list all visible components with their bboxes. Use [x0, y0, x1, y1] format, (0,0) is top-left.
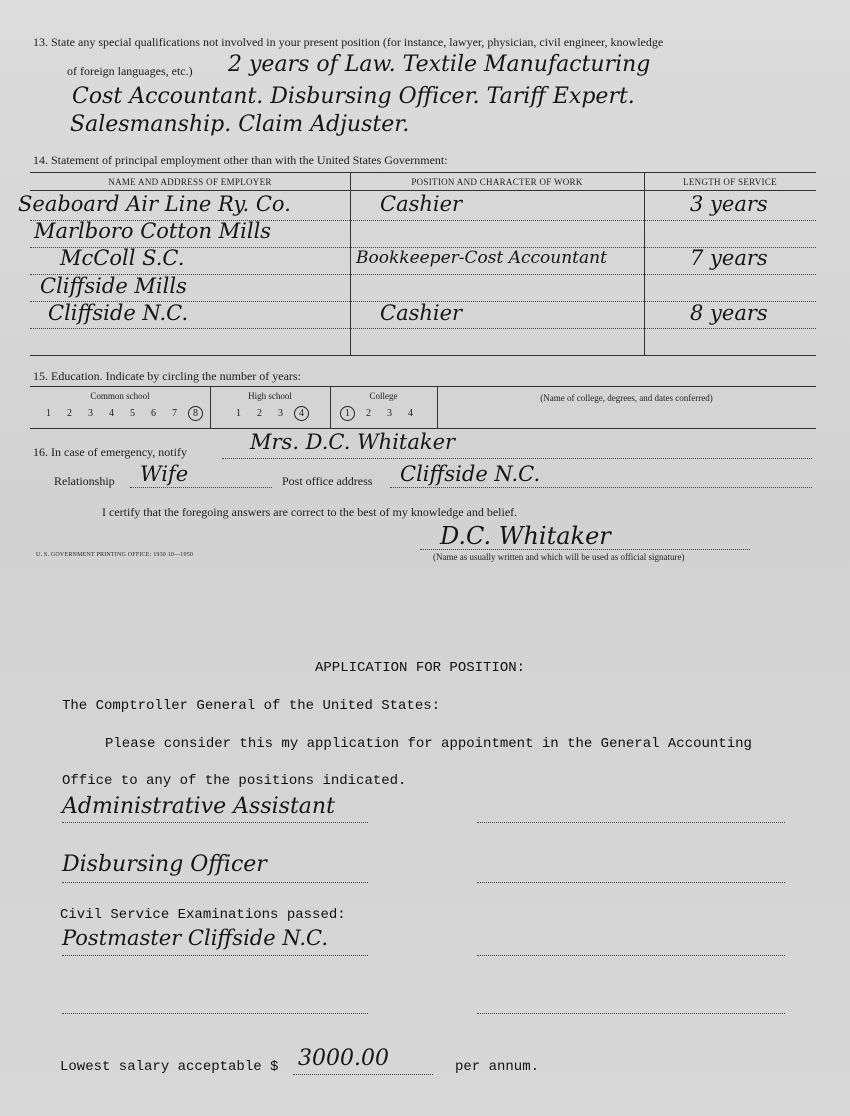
- exam-line-1b: [477, 955, 785, 956]
- q13-prompt-line2: of foreign languages, etc.): [67, 64, 193, 78]
- year-option: 3: [387, 408, 392, 419]
- salary-value: 3000.00: [298, 1046, 389, 1071]
- application-title: APPLICATION FOR POSITION:: [315, 660, 526, 676]
- year-option: 4: [109, 408, 114, 419]
- year-option: 2: [366, 408, 371, 419]
- year-option: 3: [88, 408, 93, 419]
- post-office-label: Post office address: [282, 474, 373, 488]
- relationship-label: Relationship: [54, 474, 115, 488]
- post-office-value: Cliffside N.C.: [400, 462, 541, 486]
- q14-table-top-rule: [30, 172, 816, 173]
- q14-row1-employer: Seaboard Air Line Ry. Co.: [18, 192, 291, 216]
- q14-row1-position: Cashier: [380, 192, 463, 216]
- year-option: 2: [67, 408, 72, 419]
- exam-line-2: [62, 1013, 368, 1014]
- certification-text: I certify that the foregoing answers are correct to the best of my knowledge and belief.: [102, 505, 518, 519]
- q14-row5-length: 8 years: [690, 301, 768, 325]
- circled-year: 1: [340, 406, 355, 421]
- exams-label: Civil Service Examinations passed:: [60, 907, 346, 923]
- q14-header-employer: NAME AND ADDRESS OF EMPLOYER: [108, 177, 272, 187]
- q15-title: 15. Education. Indicate by circling the number of years:: [33, 369, 301, 383]
- exam-line-1: [62, 955, 368, 956]
- q14-row3-employer: McColl S.C.: [60, 246, 185, 270]
- q14-row1-length: 3 years: [690, 192, 768, 216]
- q14-header-rule: [30, 190, 816, 191]
- salary-label: Lowest salary acceptable $: [60, 1059, 279, 1075]
- q15-table-bottom-rule: [30, 428, 816, 429]
- q14-row5-employer: Cliffside N.C.: [48, 301, 189, 325]
- signature: D.C. Whitaker: [440, 522, 611, 550]
- relationship-value: Wife: [140, 462, 189, 486]
- printer-note: U. S. GOVERNMENT PRINTING OFFICE: 1930 10—1950: [36, 552, 194, 558]
- q14-table-bottom-rule: [30, 355, 816, 356]
- year-option: 5: [130, 408, 135, 419]
- application-addressee: The Comptroller General of the United States:: [62, 698, 441, 714]
- year-option: 1: [46, 408, 51, 419]
- position-line-2b: [477, 882, 785, 883]
- high-school-label: High school: [248, 391, 292, 401]
- year-option: 3: [278, 408, 283, 419]
- college-name-note: (Name of college, degrees, and dates conferred): [540, 393, 713, 403]
- q16-label: 16. In case of emergency, notify: [33, 445, 187, 459]
- year-option: 2: [257, 408, 262, 419]
- q14-row2-employer: Marlboro Cotton Mills: [34, 219, 272, 243]
- q13-prompt-line1: 13. State any special qualifications not involved in your present position (for instance, lawyer, physician, civil engineer, knowledge: [33, 35, 664, 49]
- q14-row3-length: 7 years: [690, 246, 768, 270]
- year-option: 6: [151, 408, 156, 419]
- post-office-line: [390, 487, 812, 488]
- q13-answer-line2: Cost Accountant. Disbursing Officer. Tariff Expert.: [72, 84, 635, 109]
- college-years: [337, 406, 421, 421]
- common-school-label: Common school: [90, 391, 150, 401]
- circled-year: 8: [188, 406, 203, 421]
- q14-title: 14. Statement of principal employment other than with the United States Government:: [33, 153, 448, 167]
- signature-note: (Name as usually written and which will be used as official signature): [433, 552, 685, 562]
- year-option: 4: [408, 408, 413, 419]
- q14-header-position: POSITION AND CHARACTER OF WORK: [411, 177, 583, 187]
- high-school-years: [228, 406, 312, 421]
- application-body-line1: Please consider this my application for appointment in the General Accounting: [105, 736, 752, 752]
- position-line-2: [62, 882, 368, 883]
- relationship-line: [130, 487, 272, 488]
- q13-answer-line3: Salesmanship. Claim Adjuster.: [70, 112, 410, 137]
- year-option: 7: [172, 408, 177, 419]
- q14-row4-employer: Cliffside Mills: [40, 274, 187, 298]
- salary-line: [293, 1074, 433, 1075]
- exam-line-2b: [477, 1013, 785, 1014]
- q14-row3-position: Bookkeeper-Cost Accountant: [356, 248, 607, 268]
- q16-name-line: [222, 458, 812, 459]
- application-body-line2: Office to any of the positions indicated.: [62, 773, 407, 789]
- exam-1: Postmaster Cliffside N.C.: [62, 926, 329, 950]
- common-school-years: [38, 406, 206, 421]
- q14-header-length: LENGTH OF SERVICE: [683, 177, 777, 187]
- position-line-1: [62, 822, 368, 823]
- year-option: 1: [236, 408, 241, 419]
- q16-emergency-name: Mrs. D.C. Whitaker: [250, 430, 456, 454]
- position-2: Disbursing Officer: [62, 852, 267, 877]
- circled-year: 4: [294, 406, 309, 421]
- salary-suffix: per annum.: [455, 1059, 540, 1075]
- q14-row-rule: [30, 328, 816, 329]
- q13-answer-line1: 2 years of Law. Textile Manufacturing: [228, 52, 651, 77]
- q14-row5-position: Cashier: [380, 301, 463, 325]
- position-line-1b: [477, 822, 785, 823]
- position-1: Administrative Assistant: [62, 794, 335, 819]
- college-label: College: [369, 391, 398, 401]
- q15-table-top-rule: [30, 386, 816, 387]
